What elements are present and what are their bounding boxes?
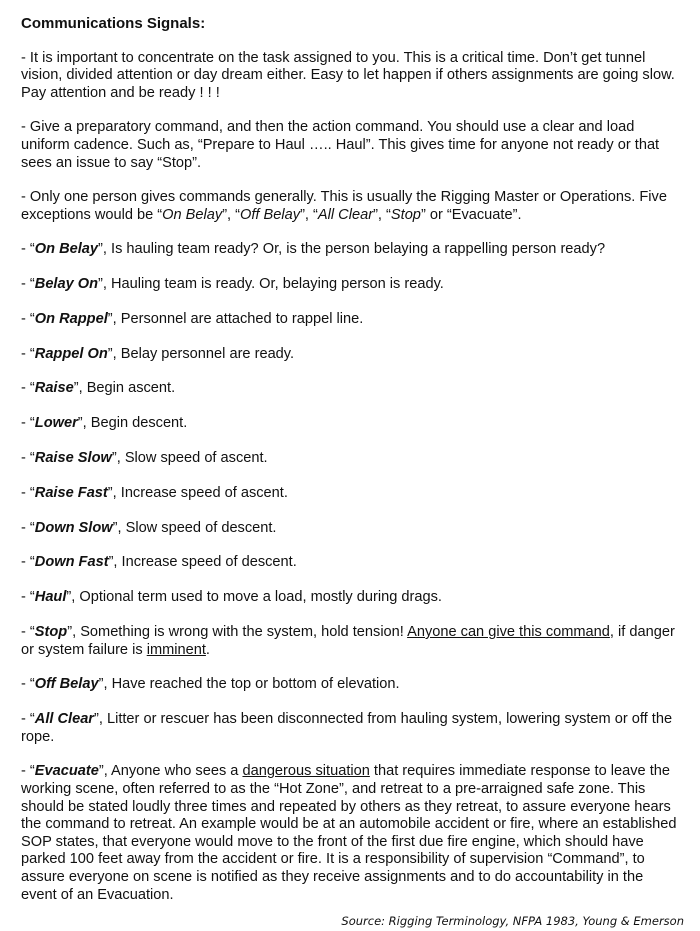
- signal-term: Stop: [34, 623, 68, 640]
- underlined-text: imminent: [146, 641, 206, 658]
- signal-description: ”, Begin descent.: [77, 415, 188, 432]
- signal-description: ”, Slow speed of descent.: [112, 519, 277, 536]
- signal-description: that requires immediate response to leave the working scene, often referred to as the “Hot Zone”, and retreat to a pre-arraigned safe zone. This should be stated loudly three times and repeated by others as they retreat, to assure everyone hears the command to retreat. An example would be at an automobile accident or fire, where an established SOP states, that everyone would move to the front of the first due fire engine, which should have parked 100 feet away from the accident or fire. It is a responsibility of supervision “Command”, to assure everyone on scene is notified as they receive assignments and to do accountability in the event of an Evacuation.: [21, 763, 677, 903]
- exception-on-belay: On Belay: [162, 206, 223, 223]
- signal-prefix: - “: [21, 450, 35, 467]
- signal-prefix: - “: [21, 589, 35, 606]
- signal-description: ”, Something is wrong with the system, hold tension!: [67, 623, 408, 640]
- signal-description: ”, Belay personnel are ready.: [107, 345, 295, 362]
- signal-description: ”, Increase speed of ascent.: [107, 484, 288, 501]
- signal-item-raise: [21, 380, 681, 398]
- signal-prefix: - “: [21, 676, 35, 693]
- signal-prefix: - “: [21, 554, 35, 571]
- exception-all-clear: All Clear: [317, 206, 374, 223]
- signal-term: Belay On: [34, 276, 99, 293]
- intro-paragraph-1: - It is important to concentrate on the task assigned to you. This is a critical time. Don’t get tunnel vision, divided attention or day dream either. Easy to let happen if others assignments are going slow. Pay attention and be ready ! ! !: [21, 49, 675, 101]
- signal-term: All Clear: [34, 711, 94, 728]
- underlined-text: dangerous situation: [242, 763, 370, 780]
- signal-item-rappel-on: [21, 346, 681, 364]
- signal-item-haul: [21, 589, 681, 607]
- signal-item-down-slow: [21, 520, 681, 538]
- signal-item-raise-slow: [21, 450, 681, 468]
- underlined-text: Anyone can give this command: [407, 623, 610, 640]
- signal-prefix: - “: [21, 310, 35, 327]
- separator: ”, “: [373, 206, 391, 223]
- signal-prefix: - “: [21, 763, 35, 780]
- signal-term: Lower: [34, 415, 78, 432]
- signal-description: ”, Begin ascent.: [73, 380, 176, 397]
- signal-term: Rappel On: [34, 345, 108, 362]
- signal-description: , if danger or system failure is: [21, 623, 675, 658]
- signal-description: ”, Hauling team is ready. Or, belaying person is ready.: [98, 276, 444, 293]
- signal-term: Raise: [34, 380, 74, 397]
- page-title: Communications Signals:: [21, 15, 206, 32]
- signal-item-on-rappel: [21, 311, 681, 329]
- signal-term: Evacuate: [34, 763, 99, 780]
- signal-term: Down Fast: [34, 554, 109, 571]
- signal-term: Raise Slow: [34, 450, 112, 467]
- signal-description: ”, Have reached the top or bottom of elevation.: [98, 676, 400, 693]
- signal-item-off-belay: [21, 676, 681, 694]
- signal-prefix: - “: [21, 519, 35, 536]
- signal-term: On Rappel: [34, 310, 108, 327]
- signal-item-all-clear: [21, 711, 681, 746]
- separator: ”, “: [300, 206, 318, 223]
- source-citation: Source: Rigging Terminology, NFPA 1983, Young & Emerson: [341, 914, 684, 928]
- signal-description: .: [205, 641, 210, 658]
- signal-prefix: - “: [21, 415, 35, 432]
- separator: ”, “: [222, 206, 241, 223]
- exception-stop: Stop: [390, 206, 421, 223]
- signal-item-evacuate: [21, 763, 681, 904]
- signal-description: ”, Slow speed of ascent.: [111, 450, 268, 467]
- intro-paragraph-3: [21, 189, 681, 224]
- intro-text-end: ” or “Evacuate”.: [420, 206, 522, 223]
- signal-term: Haul: [34, 589, 67, 606]
- signal-prefix: - “: [21, 711, 35, 728]
- document-page: [21, 15, 681, 921]
- signal-prefix: - “: [21, 345, 35, 362]
- signal-prefix: - “: [21, 484, 35, 501]
- signal-item-raise-fast: [21, 485, 681, 503]
- exception-off-belay: Off Belay: [240, 206, 301, 223]
- signal-item-down-fast: [21, 554, 681, 572]
- signal-description: ”, Is hauling team ready? Or, is the person belaying a rappelling person ready?: [98, 241, 606, 258]
- signal-prefix: - “: [21, 380, 35, 397]
- signal-term: Down Slow: [34, 519, 113, 536]
- signal-description: ”, Litter or rescuer has been disconnected from hauling system, lowering system or off the rope.: [21, 711, 673, 745]
- signal-item-lower: [21, 415, 681, 433]
- intro-paragraph-2: - Give a preparatory command, and then the action command. You should use a clear and load uniform cadence. Such as, “Prepare to Haul ….. Haul”. This gives time for anyone not ready or that sees an issue to say “Stop”.: [21, 119, 660, 171]
- signal-description: ”, Personnel are attached to rappel line.: [107, 310, 364, 327]
- signal-term: Raise Fast: [34, 484, 108, 501]
- signal-term: Off Belay: [34, 676, 99, 693]
- signal-description: ”, Optional term used to move a load, mostly during drags.: [66, 589, 442, 606]
- signal-description: ”, Anyone who sees a: [98, 763, 243, 780]
- signal-item-stop: [21, 624, 681, 659]
- signal-description: ”, Increase speed of descent.: [108, 554, 297, 571]
- signal-prefix: - “: [21, 276, 35, 293]
- signal-prefix: - “: [21, 241, 35, 258]
- intro-text: - Only one person gives commands generally. This is usually the Rigging Master or Operations. Five exceptions would be “: [21, 189, 667, 223]
- signal-term: On Belay: [34, 241, 99, 258]
- signal-item-belay-on: [21, 276, 681, 294]
- signal-prefix: - “: [21, 623, 35, 640]
- signal-item-on-belay: [21, 241, 681, 259]
